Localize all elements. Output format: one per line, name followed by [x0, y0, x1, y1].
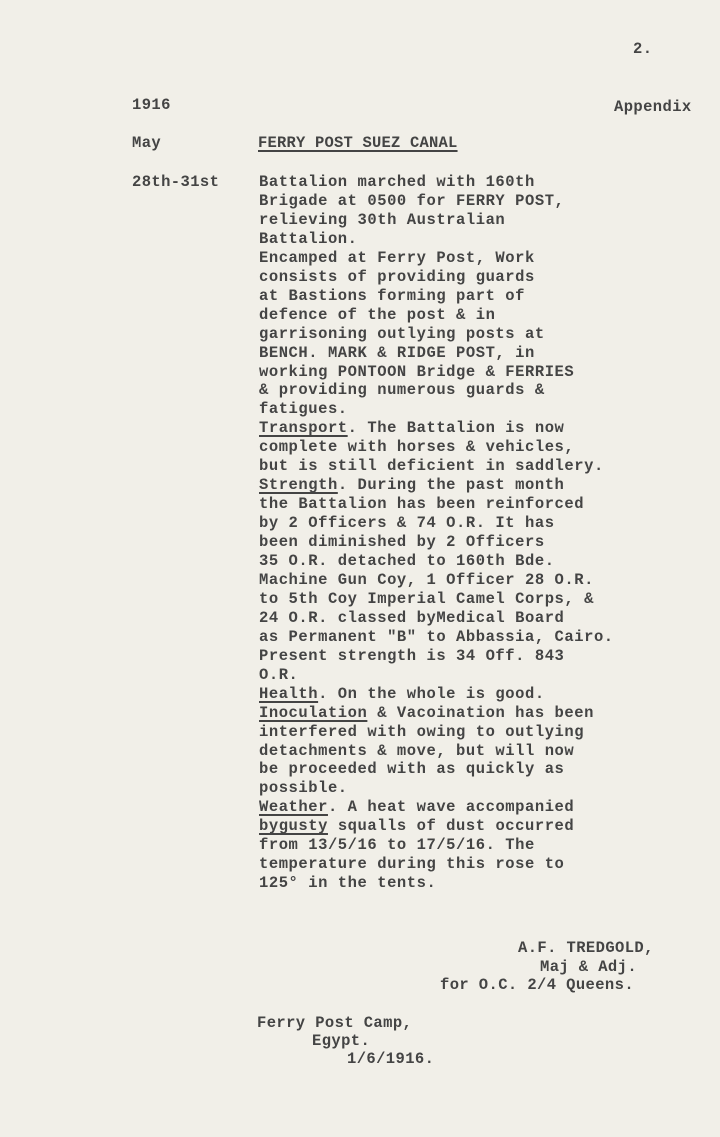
- entry-line: [259, 287, 525, 305]
- entry-text: . During the past month: [337, 476, 565, 495]
- entry-subheading: Health: [259, 684, 319, 703]
- entry-line: [259, 438, 574, 456]
- entry-line: [259, 514, 555, 532]
- entry-text: relieving 30th Australian: [259, 210, 506, 229]
- year: 1916: [132, 96, 171, 114]
- entry-line: [259, 855, 564, 873]
- entry-line: [259, 704, 594, 722]
- date-range: 28th-31st: [132, 173, 220, 191]
- entry-line: [259, 325, 545, 343]
- entry-text: squalls of dust occurred: [327, 817, 575, 836]
- entry-line: [259, 363, 574, 381]
- entry-subheading: Inoculation: [259, 703, 368, 722]
- entry-text: complete with horses & vehicles,: [259, 438, 575, 457]
- entry-line: [259, 495, 584, 513]
- entry-line: [259, 249, 535, 267]
- entry-line: [259, 760, 564, 778]
- entry-text: . The Battalion is now: [347, 419, 565, 438]
- entry-text: 24 O.R. classed byMedical Board: [259, 608, 565, 627]
- entry-text: Brigade at 0500 for FERRY POST,: [259, 191, 565, 210]
- entry-line: [259, 628, 614, 646]
- place-line-1: Ferry Post Camp,: [257, 1014, 413, 1032]
- entry-line: [259, 552, 555, 570]
- entry-line: [259, 381, 545, 399]
- entry-text: garrisoning outlying posts at: [259, 324, 545, 343]
- entry-line: [259, 666, 298, 684]
- entry-line: [259, 400, 348, 418]
- appendix-label: Appendix: [614, 98, 692, 116]
- entry-line: [259, 647, 564, 665]
- entry-text: consists of providing guards: [259, 267, 535, 286]
- entry-text: temperature during this rose to: [259, 855, 565, 874]
- entry-text: & providing numerous guards &: [259, 381, 545, 400]
- entry-text: BENCH. MARK & RIDGE POST, in: [259, 343, 535, 362]
- entry-line: [259, 476, 564, 494]
- signature-rank: Maj & Adj.: [540, 958, 638, 976]
- entry-line: [259, 590, 594, 608]
- entry-text: as Permanent "B" to Abbassia, Cairo.: [259, 627, 614, 646]
- entry-line: [259, 742, 574, 760]
- entry-line: [259, 173, 535, 191]
- entry-text: Encamped at Ferry Post, Work: [259, 248, 535, 267]
- entry-text: & Vacoination has been: [367, 703, 594, 722]
- entry-text: . On the whole is good.: [318, 684, 545, 703]
- entry-line: [259, 306, 495, 324]
- entry-text: but is still deficient in saddlery.: [259, 457, 604, 476]
- entry-text: Battalion marched with 160th: [259, 173, 535, 191]
- entry-text: been diminished by 2 Officers: [259, 533, 545, 552]
- entry-subheading: Weather: [259, 798, 328, 817]
- entry-text: the Battalion has been reinforced: [259, 495, 585, 514]
- entry-text: be proceeded with as quickly as: [259, 760, 565, 779]
- place-date: 1/6/1916.: [347, 1050, 435, 1068]
- entry-text: working PONTOON Bridge & FERRIES: [259, 362, 575, 381]
- entry-text: Present strength is 34 Off. 843: [259, 646, 565, 665]
- place-line-2: Egypt.: [312, 1032, 371, 1050]
- entry-line: [259, 344, 535, 362]
- entry-line: [259, 609, 564, 627]
- page-heading: FERRY POST SUEZ CANAL: [258, 134, 458, 152]
- entry-line: [259, 723, 584, 741]
- entry-line: [259, 533, 545, 551]
- entry-text: 35 O.R. detached to 160th Bde.: [259, 552, 555, 570]
- entry-line: [259, 457, 604, 475]
- entry-text: Machine Gun Coy, 1 Officer 28 O.R.: [259, 570, 594, 589]
- entry-line: [259, 836, 535, 854]
- entry-text: 125° in the tents.: [259, 874, 437, 893]
- signature-unit: for O.C. 2/4 Queens.: [440, 976, 635, 994]
- entry-line: [259, 419, 564, 437]
- entry-text: at Bastions forming part of: [259, 286, 525, 305]
- entry-line: [259, 192, 564, 210]
- entry-text: . A heat wave accompanied: [327, 798, 575, 817]
- entry-text: interfered with owing to outlying: [259, 722, 585, 741]
- entry-line: [259, 685, 545, 703]
- entry-subheading: Transport: [259, 419, 348, 438]
- entry-line: [259, 874, 436, 892]
- entry-line: [259, 230, 358, 248]
- entry-subheading: bygusty: [259, 817, 328, 836]
- entry-text: detachments & move, but will now: [259, 741, 575, 760]
- entry-text: fatigues.: [259, 400, 348, 419]
- entry-line: [259, 571, 594, 589]
- entry-line: [259, 211, 505, 229]
- entry-line: [259, 817, 574, 835]
- entry-text: Battalion.: [259, 229, 358, 248]
- entry-text: O.R.: [259, 665, 299, 684]
- month: May: [132, 134, 162, 152]
- entry-text: defence of the post & in: [259, 305, 496, 324]
- entry-line: [259, 268, 535, 286]
- entry-subheading: Strength: [259, 476, 338, 495]
- entry-line: [259, 798, 574, 816]
- page-number: 2.: [633, 40, 653, 58]
- entry-text: possible.: [259, 779, 348, 798]
- signature-name: A.F. TREDGOLD,: [518, 939, 654, 957]
- entry-text: by 2 Officers & 74 O.R. It has: [259, 514, 555, 533]
- entry-line: [259, 779, 348, 797]
- entry-text: to 5th Coy Imperial Camel Corps, &: [259, 589, 594, 608]
- entry-text: from 13/5/16 to 17/5/16. The: [259, 836, 535, 855]
